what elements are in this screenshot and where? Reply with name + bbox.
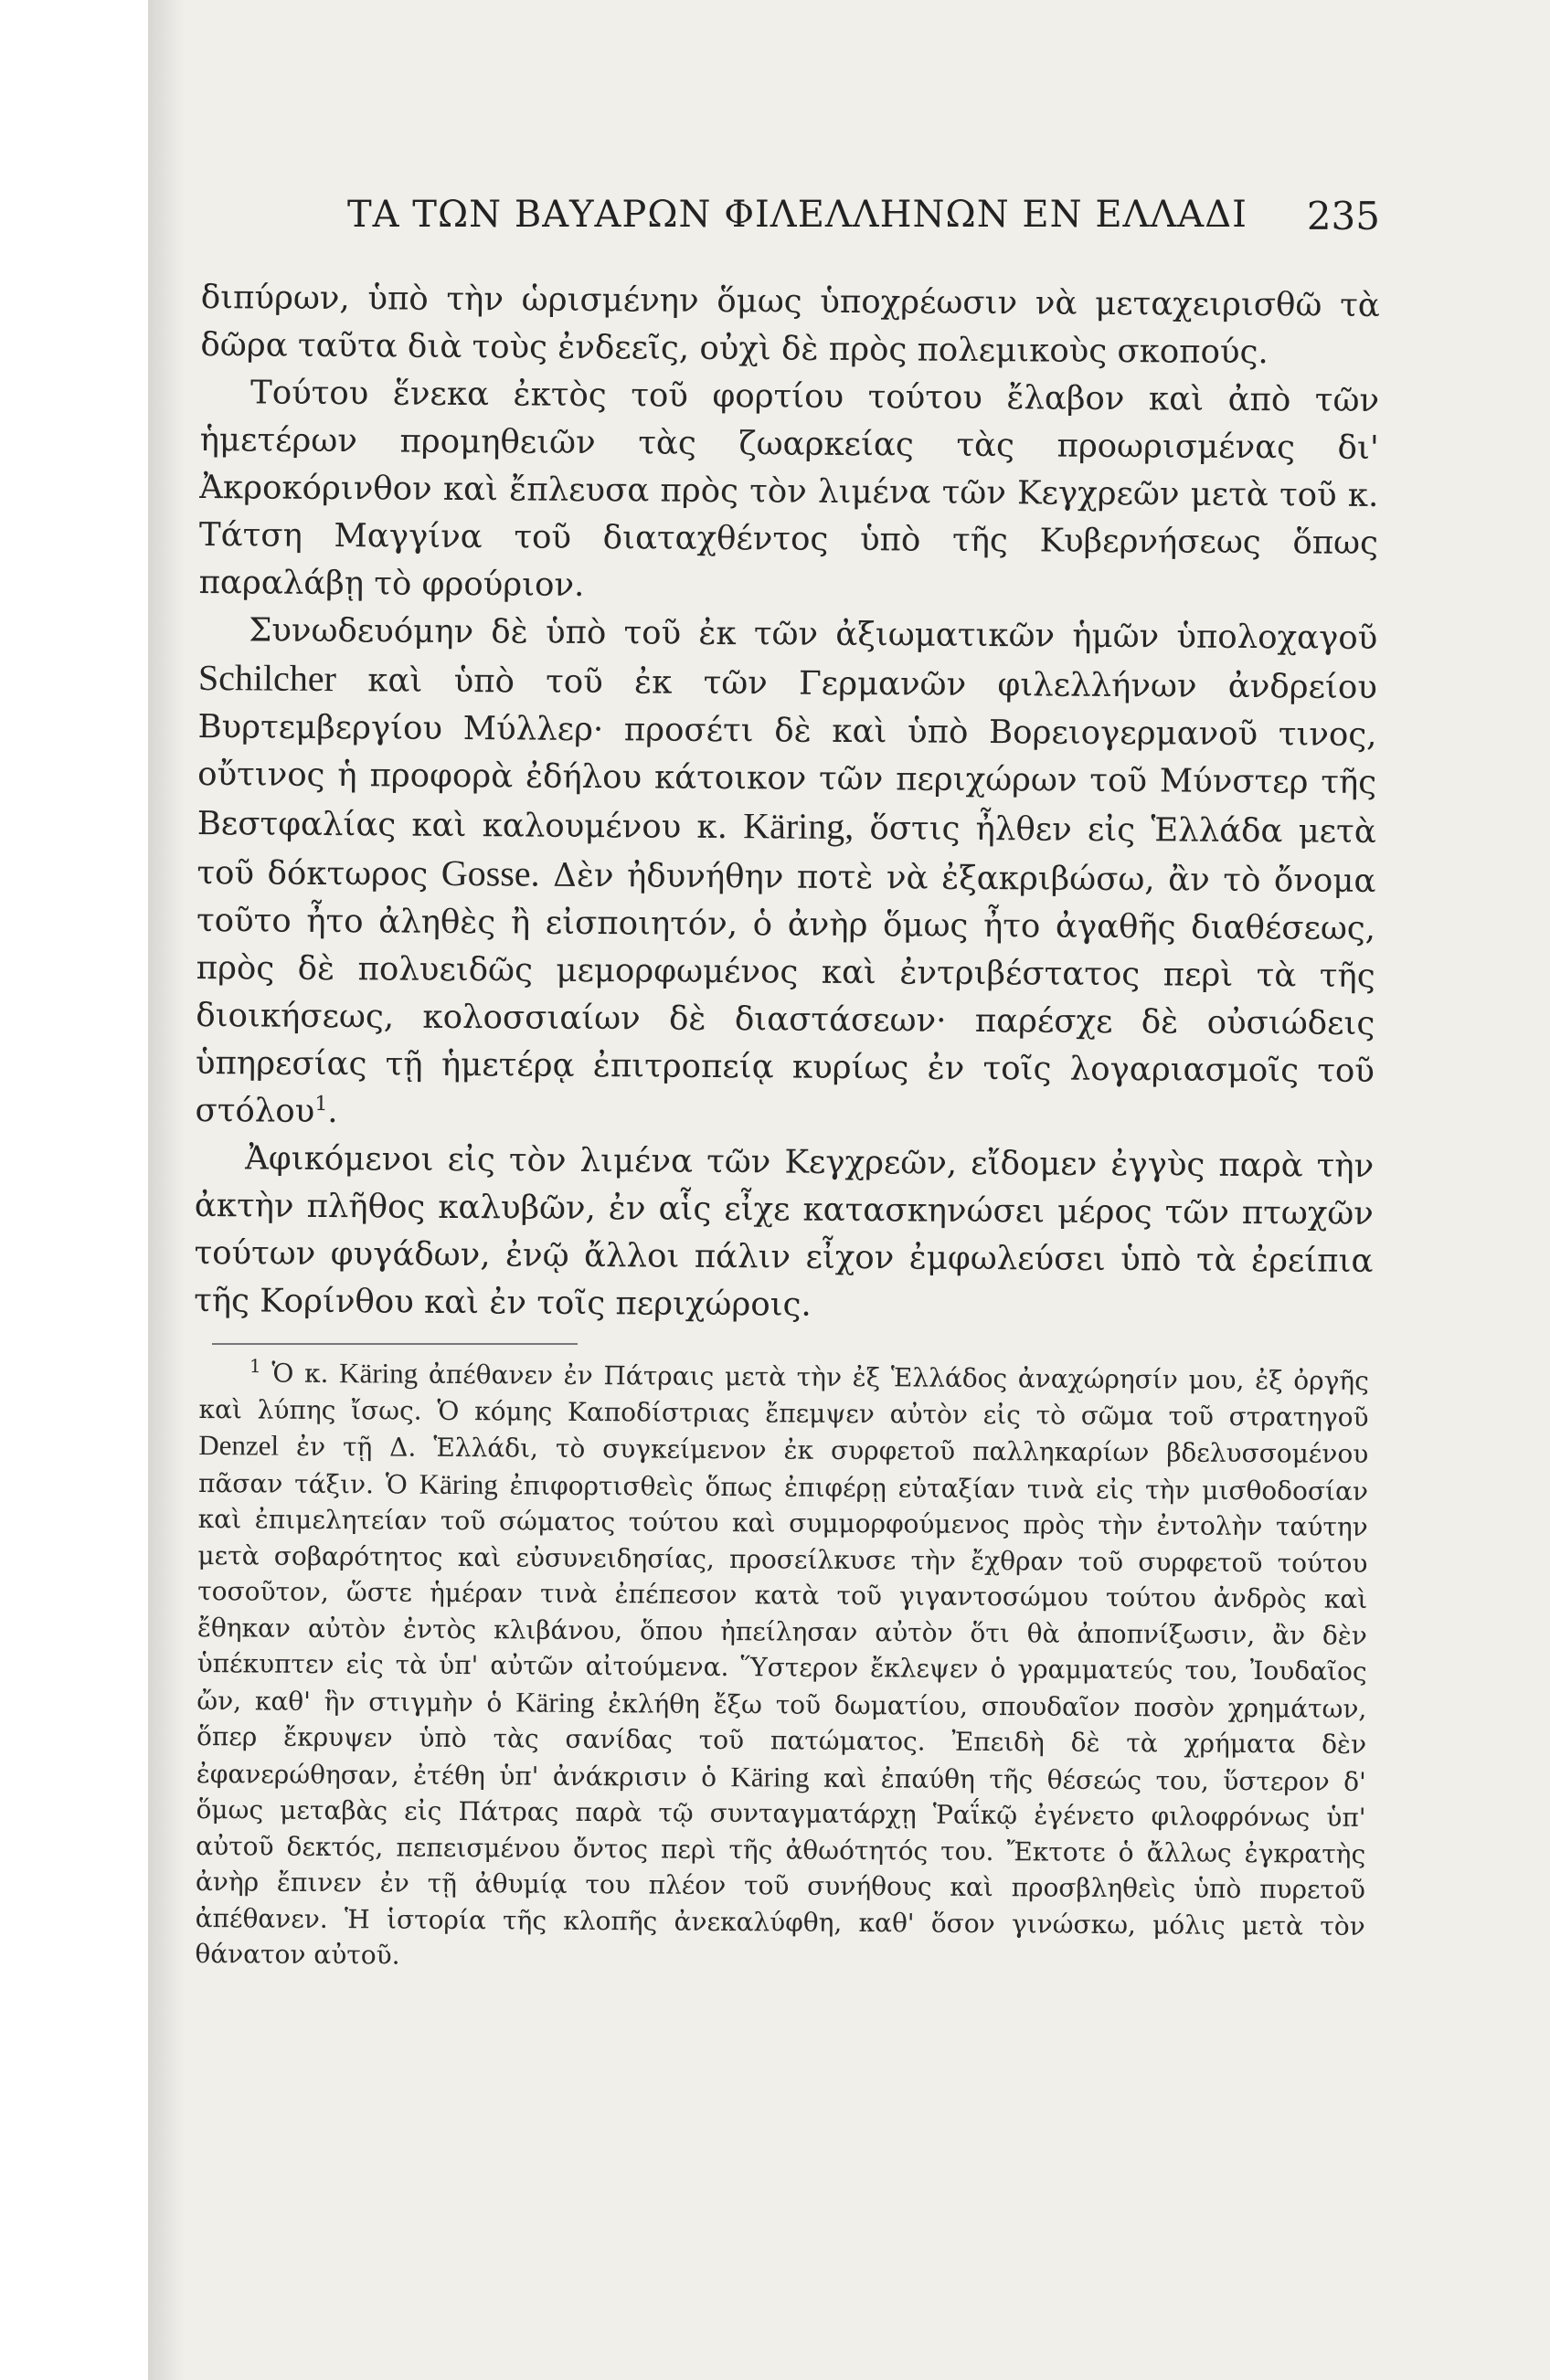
footnote-reference: 1 xyxy=(314,1093,328,1116)
paragraph-3-end: . xyxy=(327,1092,338,1131)
footnote-mark: 1 xyxy=(249,1355,261,1378)
footnote-text-c: ἐν τῇ Δ. Ἑλλάδι, τὸ συγκείμενον ἐκ συρφετοῦ παλληκαρίων βδελυσσομένου πᾶσαν τάξιν. Ὁ xyxy=(197,1431,1369,1500)
page-header xyxy=(347,194,1380,249)
footnote-text-d: ἐπιφορτισθεὶς ὅπως ἐπιφέρῃ εὐταξίαν τινὰ εἰς τὴν μισθοδοσίαν καὶ ἐπιμελητείαν τοῦ σώματος τούτου καὶ συμμορφούμενος πρὸς τὴν ἐντολὴν ταύτην μετὰ σοβαρότητος καὶ εὐσυνειδησίας, προσείλκυσε τὴν ἔχθραν τοῦ συρφετοῦ τούτου τοσοῦτον, ὥστε ἡμέραν τινὰ ἐπέπεσον κατὰ τοῦ γιγαντοσώμου τούτου ἀνδρὸς καὶ ἔθηκαν αὐτὸν ἐντὸς κλιβάνου, ὅπου ἠπείλησαν αὐτὸν ὅτι θὰ ἀποπνίξωσιν, ἂν δὲν ὑπέκυπτεν εἰς τὰ ὑπ' αὐτῶν αἰτούμενα. Ὕστερον ἔκλεψεν ὁ γραμματεύς του, Ἰουδαῖος ὤν, καθ' ἣν στιγμὴν ὁ xyxy=(196,1469,1369,1718)
name-gosse: Gosse. xyxy=(441,852,540,894)
main-text xyxy=(194,274,1380,1333)
running-title: ΤΑ ΤΩΝ ΒΑΥΑΡΩΝ ΦΙΛΕΛΛΗΝΩΝ ΕΝ ΕΛΛΑΔΙ xyxy=(347,194,1247,236)
name-karing: Käring, xyxy=(743,805,855,848)
name-schilcher: Schilcher xyxy=(197,656,337,700)
paragraph-3-text-d: Δὲν ἠδυνήθην ποτὲ νὰ ἐξακριβώσω, ἂν τὸ ὄνομα τοῦτο ἦτο ἀληθὲς ἢ εἰσποιητόν, ὁ ἀνὴρ ὅμως ἦτο ἀγαθῆς διαθέσεως, πρὸς δὲ πολυειδῶς μεμορφωμένος καὶ ἐντριβέστατος περὶ τὰ τῆς διοικήσεως, κολοσσιαίων δὲ διαστάσεων· παρέσχε δὲ οὐσιώδεις ὑπηρεσίας τῇ ἡμετέρᾳ ἐπιτροπείᾳ κυρίως ἐν τοῖς λογαριασμοῖς τοῦ στόλου xyxy=(195,856,1376,1130)
footnote-name-karing-4: Käring xyxy=(730,1760,810,1793)
paragraph-2 xyxy=(198,369,1379,615)
footnote-name-karing-2: Käring xyxy=(419,1467,498,1500)
paragraph-2-text: Τούτου ἕνεκα ἐκτὸς τοῦ φορτίου τούτου ἔλαβον καὶ ἀπὸ τῶν ἡμετέρων προμηθειῶν τὰς ζωαρκείας τὰς προωρισμένας δι' Ἀκροκόρινθον καὶ ἔπλευσα πρὸς τὸν λιμένα τῶν Κεγχρεῶν μετὰ τοῦ κ. Τάτση Μαγγίνα τοῦ διαταχθέντος ὑπὸ τῆς Κυβερνήσεως ὅπως παραλάβῃ τὸ φρούριον. xyxy=(198,374,1380,604)
paragraph-1-text: διπύρων, ὑπὸ τὴν ὡρισμένην ὅμως ὑποχρέωσιν νὰ μεταχειρισθῶ τὰ δῶρα ταῦτα διὰ τοὺς ἐνδεεῖς, οὐχὶ δὲ πρὸς πολεμικοὺς σκοπούς. xyxy=(200,278,1380,372)
paragraph-3-text-a: Συνωδευόμην δὲ ὑπὸ τοῦ ἐκ τῶν ἀξιωματικῶν ἡμῶν ὑπολοχαγοῦ xyxy=(249,611,1378,657)
footnote-text-f: καὶ ἐπαύθη τῆς θέσεώς του, ὕστερον δ' ὅμως μεταβὰς εἰς Πάτρας παρὰ τῷ συνταγματάρχῃ Ῥαΐκῷ ἐγένετο φιλοφρόνως ὑπ' αὐτοῦ δεκτός, πεπεισμένου ὄντος περὶ τῆς ἀθωότητός του. Ἔκτοτε ὁ ἄλλως ἐγκρατὴς ἀνὴρ ἔπινεν ἐν τῇ ἀθυμίᾳ του πλέον τοῦ συνήθους καὶ προσβληθεὶς ὑπὸ πυρετοῦ ἀπέθανεν. Ἡ ἱστορία τῆς κλοπῆς ἀνεκαλύφθη, καθ' ὅσον γινώσκω, μόλις μετὰ τὸν θάνατον αὐτοῦ. xyxy=(195,1762,1366,1971)
footnote-divider xyxy=(212,1343,578,1345)
footnote xyxy=(195,1354,1369,1980)
footnote-name-karing-1: Käring xyxy=(339,1357,419,1390)
footnote-text-b: ἀπέθανεν ἐν Πάτραις μετὰ τὴν ἐξ Ἑλλάδος ἀναχώρησίν μου, ἐξ ὀργῆς καὶ λύπης ἴσως. Ὁ κόμης Καποδίστριας ἔπεμψεν αὐτὸν εἰς τὸ σῶμα τοῦ στρατηγοῦ xyxy=(198,1359,1369,1433)
page-edge-shadow xyxy=(148,0,185,2380)
footnote-name-karing-3: Käring xyxy=(515,1685,595,1719)
paragraph-3-text-c: ὅστις ἦλθεν εἰς Ἑλλάδα μετὰ τοῦ δόκτωρος xyxy=(196,809,1376,894)
footnote-text-e: ἐκλήθη ἔξω τοῦ δωματίου, σπουδαῖον ποσὸν χρημάτων, ὅπερ ἔκρυψεν ὑπὸ τὰς σανίδας τοῦ πατώματος. Ἐπειδὴ δὲ τὰ χρήματα δὲν ἐφανερώθησαν, ἐτέθη ὑπ' ἀνάκρισιν ὁ xyxy=(196,1687,1367,1793)
paragraph-4-text: Ἀφικόμενοι εἰς τὸν λιμένα τῶν Κεγχρεῶν, εἴδομεν ἐγγὺς παρὰ τὴν ἀκτὴν πλῆθος καλυβῶν, ἐν αἷς εἶχε κατασκηνώσει μέρος τῶν πτωχῶν τούτων φυγάδων, ἐνῷ ἄλλοι πάλιν εἶχον ἐμφωλεύσει ὑπὸ τὰ ἐρείπια τῆς Κορίνθου καὶ ἐν τοῖς περιχώροις. xyxy=(194,1139,1375,1324)
paragraph-3 xyxy=(195,607,1377,1143)
footnote-name-denzel: Denzel xyxy=(198,1428,280,1462)
footnote-text-a: Ὁ κ. xyxy=(271,1358,329,1389)
paragraph-4 xyxy=(194,1135,1374,1333)
paragraph-1 xyxy=(200,274,1380,377)
page-number: 235 xyxy=(1306,194,1380,238)
paragraph-3-text-b: καὶ ὑπὸ τοῦ ἐκ τῶν Γερμανῶν φιλελλήνων ἀνδρείου Βυρτεμβεργίου Μύλλερ· προσέτι δὲ καὶ ὑπὸ Βορειογερμανοῦ τινος, οὔτινος ἡ προφορὰ ἐδήλου κάτοικον τῶν περιχώρων τοῦ Μύνστερ τῆς Βεστφαλίας καὶ καλουμένου κ. xyxy=(196,661,1378,847)
footnote-paragraph xyxy=(195,1354,1369,1980)
